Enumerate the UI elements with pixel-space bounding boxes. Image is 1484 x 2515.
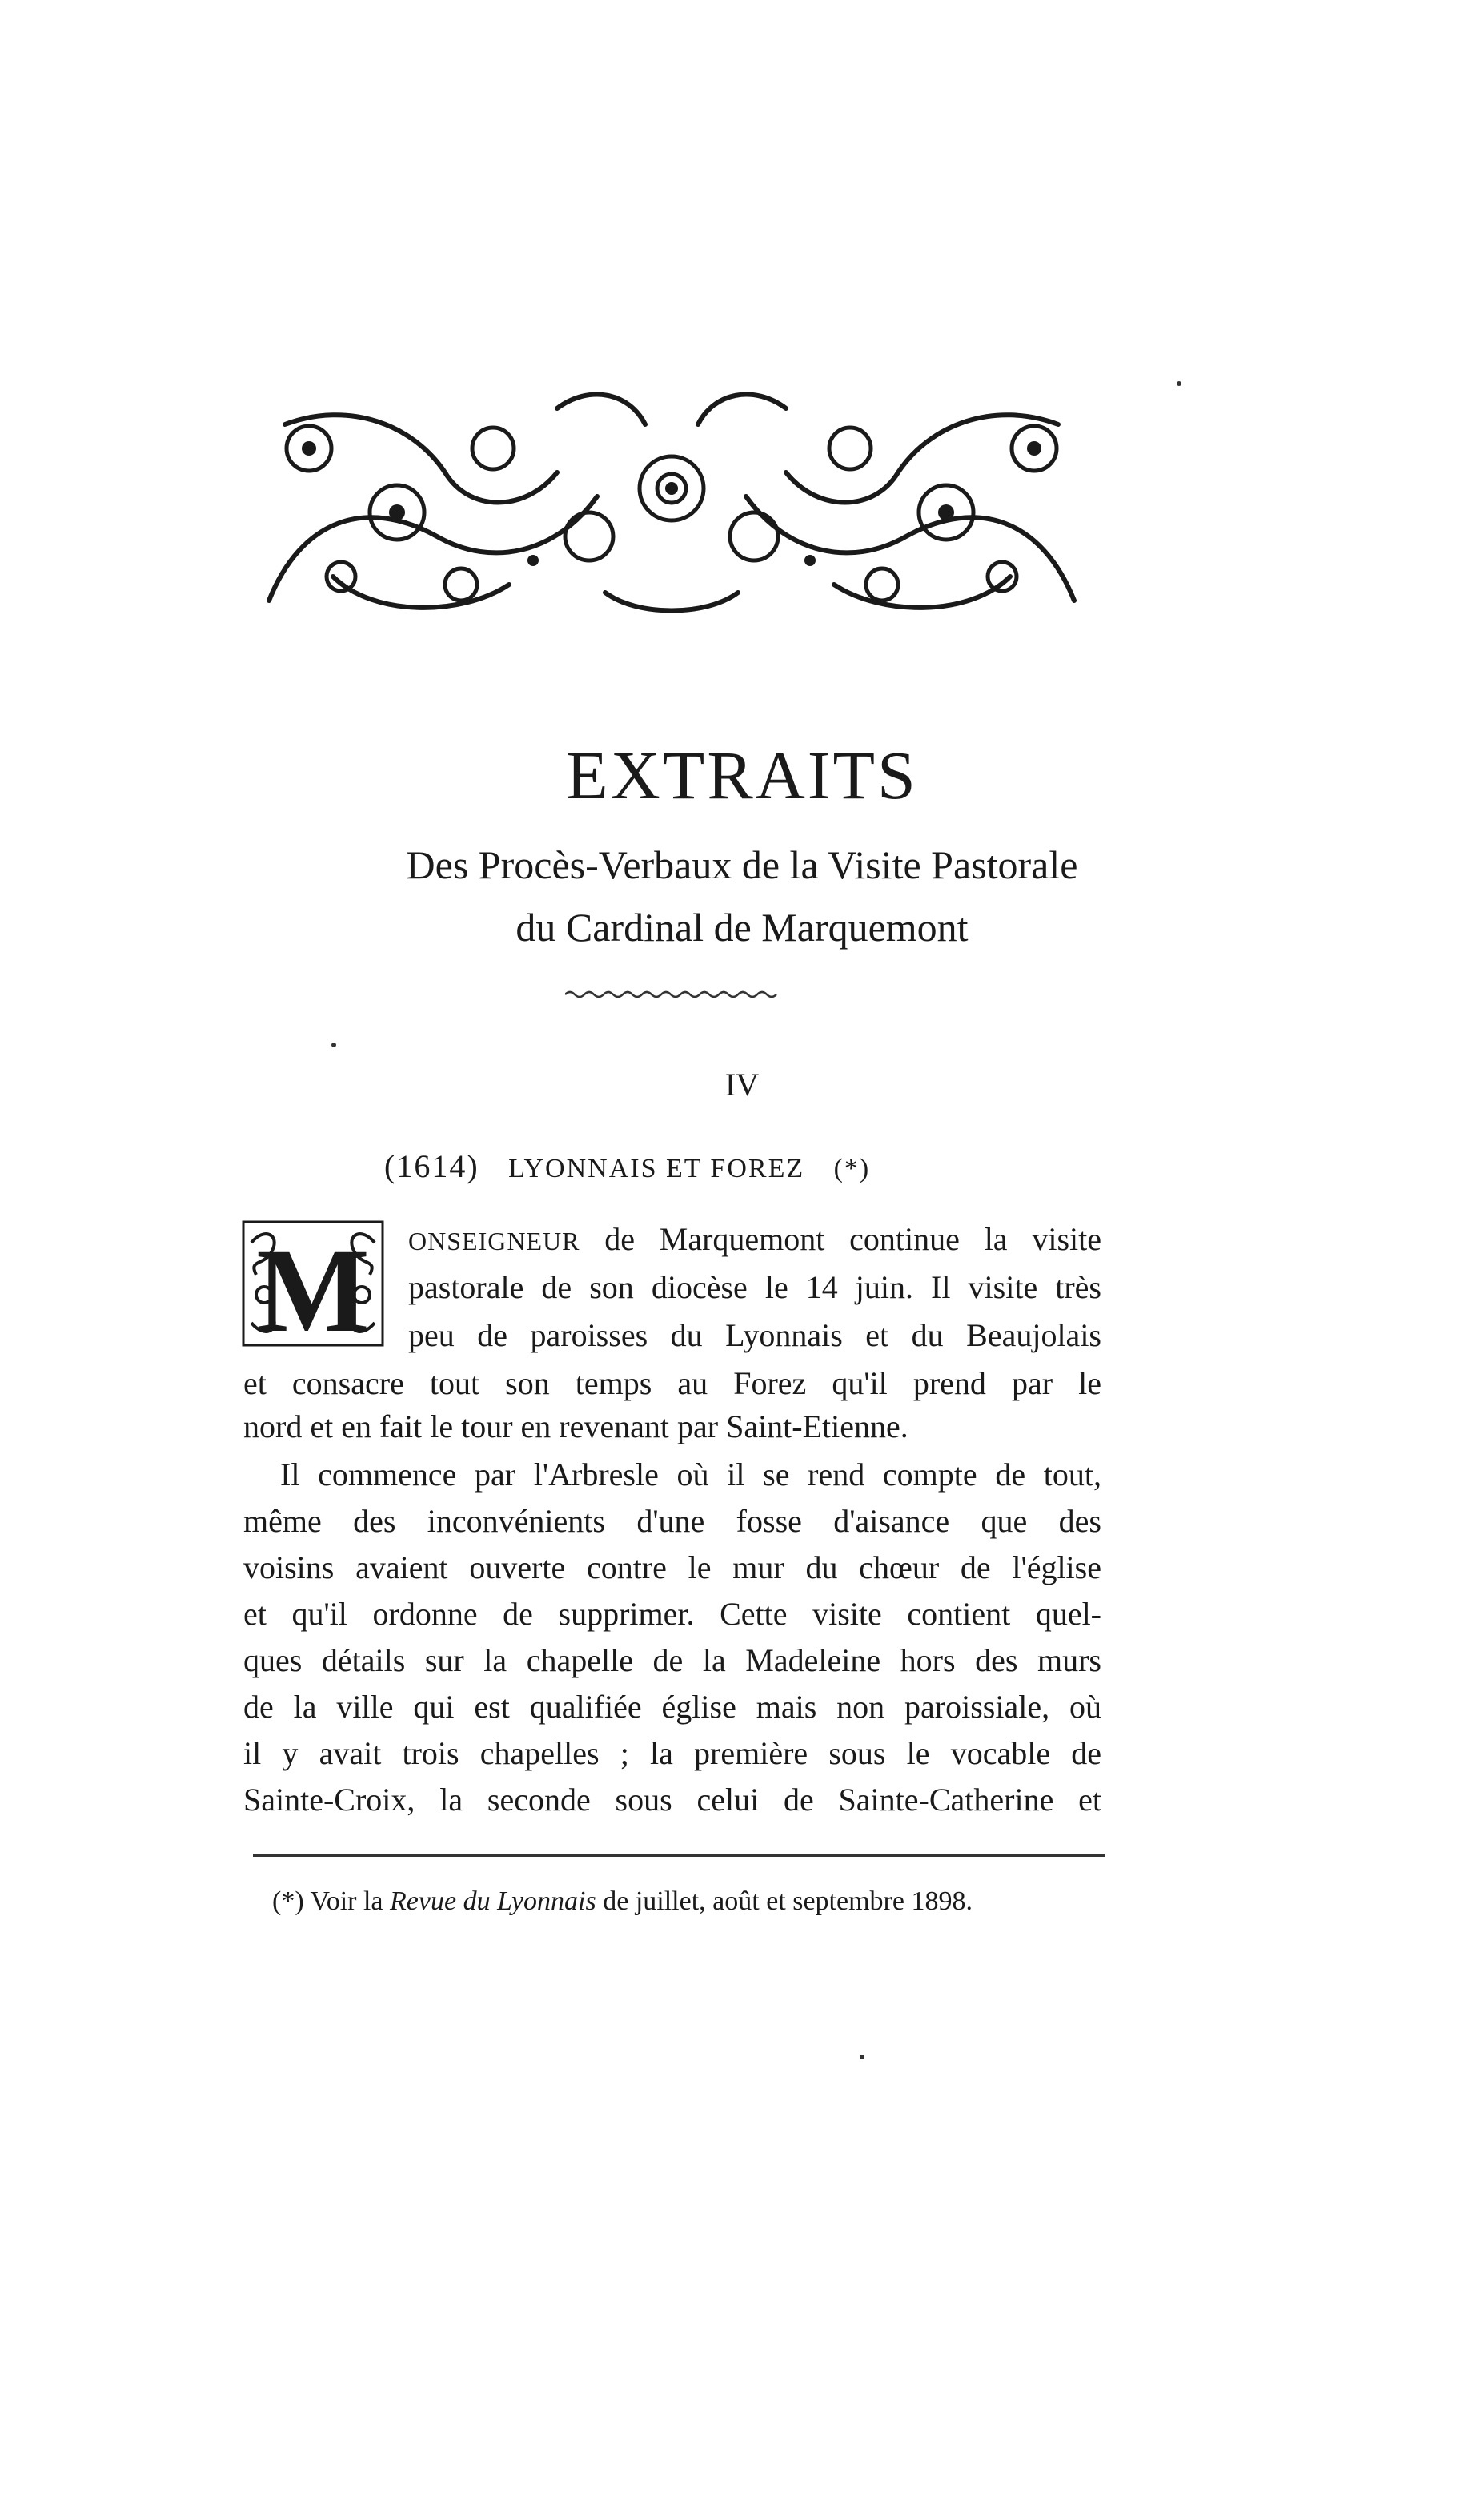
footnote-suffix: de juillet, août et septembre 1898. bbox=[603, 1886, 973, 1916]
subtitle-line-2: du Cardinal de Marquemont bbox=[515, 905, 969, 950]
footnote-mark: (*) bbox=[272, 1886, 304, 1916]
paragraph-2-line-1: Il commence par l'Arbresle où il se rend compte de tout, bbox=[280, 1456, 1101, 1493]
small-caps-word: ONSEIGNEUR bbox=[408, 1227, 580, 1255]
paragraph-1-line-1 bbox=[408, 1215, 1101, 1265]
drop-cap-ornament bbox=[240, 1219, 386, 1348]
print-speck bbox=[1177, 381, 1181, 386]
drop-cap-letter: M bbox=[256, 1224, 370, 1348]
paragraph-2-line-5: ques détails sur la chapelle de la Madeleine hors des murs bbox=[243, 1642, 1101, 1678]
paragraph-2-line-4: et qu'il ordonne de supprimer. Cette visite contient quel- bbox=[243, 1596, 1101, 1632]
footnote-rule bbox=[253, 1854, 1105, 1857]
paragraph-1-line-4: et consacre tout son temps au Forez qu'il prend par le bbox=[243, 1365, 1101, 1401]
paragraph-2-line-3: voisins avaient ouverte contre le mur du chœur de l'église bbox=[243, 1549, 1101, 1585]
page-title: EXTRAITS bbox=[566, 737, 918, 814]
ornament-headpiece bbox=[253, 376, 1090, 625]
section-heading-text: LYONNAIS ET FOREZ bbox=[508, 1154, 805, 1183]
decorative-tilde-rule bbox=[565, 986, 780, 1002]
paragraph-2-line-6: de la ville qui est qualifiée église mais non paroissiale, où bbox=[243, 1689, 1101, 1725]
footnote-prefix: Voir la bbox=[310, 1886, 383, 1916]
paragraph-2-line-2: même des inconvénients d'une fosse d'aisance que des bbox=[243, 1503, 1101, 1539]
print-speck bbox=[860, 2055, 864, 2059]
section-number: IV bbox=[724, 1067, 760, 1103]
paragraph-1-line-2: pastorale de son diocèse le 14 juin. Il visite très bbox=[408, 1269, 1101, 1305]
section-note-mark: (*) bbox=[833, 1154, 871, 1183]
paragraph-1-line-1-text: de Marquemont continue la visite bbox=[604, 1221, 1102, 1257]
paragraph-2-line-7: il y avait trois chapelles ; la première sous le vocable de bbox=[243, 1735, 1101, 1771]
section-year: (1614) bbox=[384, 1148, 479, 1184]
print-speck bbox=[331, 1043, 336, 1047]
subtitle-line-1: Des Procès-Verbaux de la Visite Pastorale bbox=[406, 842, 1078, 887]
section-heading bbox=[384, 1147, 870, 1189]
footnote-journal-title: Revue du Lyonnais bbox=[390, 1886, 596, 1916]
paragraph-2-line-8: Sainte-Croix, la seconde sous celui de Sainte-Catherine et bbox=[243, 1782, 1101, 1818]
footnote bbox=[272, 1882, 973, 1922]
paragraph-1-line-3: peu de paroisses du Lyonnais et du Beaujolais bbox=[408, 1317, 1101, 1353]
paragraph-1-line-5: nord et en fait le tour en revenant par Saint-Etienne. bbox=[243, 1408, 908, 1444]
